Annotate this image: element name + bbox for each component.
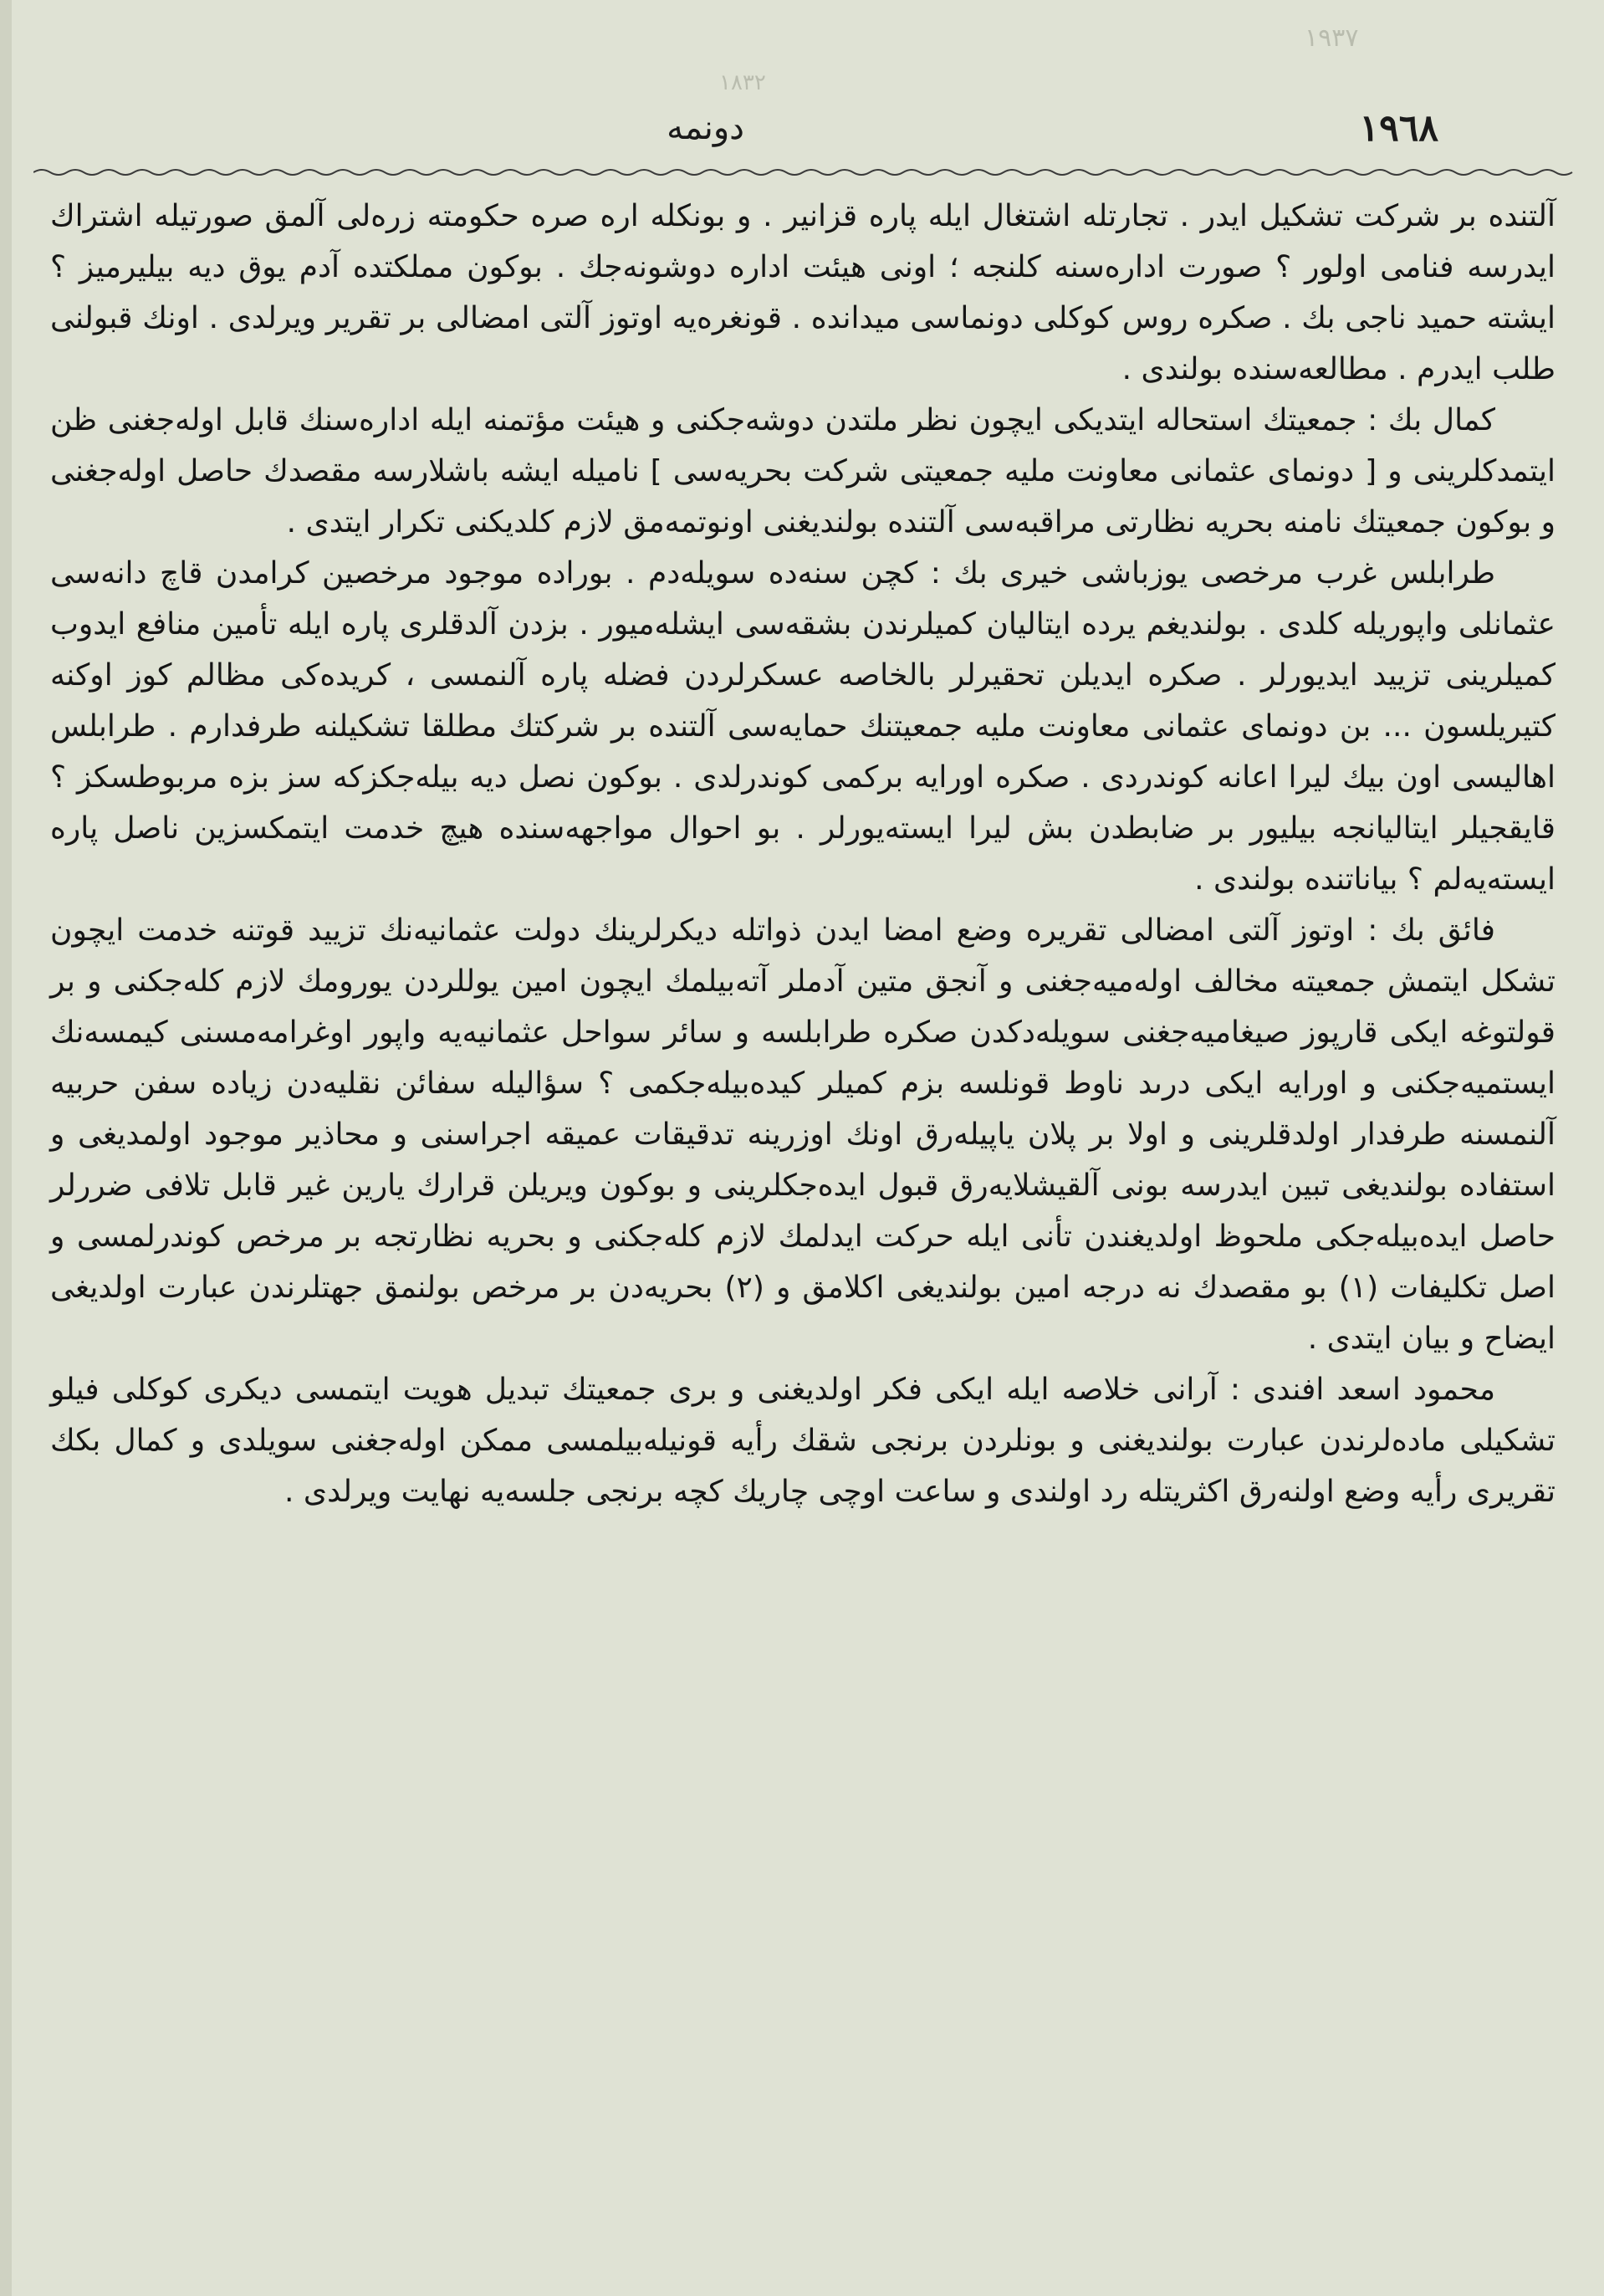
paragraph-4: فائق بك : اوتوز آلتى امضالى تقريره وضع امضا ايدن ذواتله ديكرلرينك دولت عثمانيه‌نك تزييد قوتنه خدمت ايچون تشكل ايتمش جمعيته مخالف اوله‌ميه‌جغنى و آنجق متين آدملر آته‌بيلمك ايچون امين يوللردن يورومك لازم كله‌جكنى و بر قولتوغه ايكى قارپوز صيغاميه‌جغنى سويله‌دكدن صكره طرابلسه و سائر سواحل عثمانيه‌يه واپور اوغرامه‌مسنى كيمسه‌نك ايستميه‌جكنى و اورايه ايكى درىد ناوط قونلسه بزم كميلر كيده‌بيله‌جكمى ؟ سؤاليله سفائن نقليه‌دن زياده سفن حربيه آلنمسنه طرفدار اولدقلرينى و اولا بر پلان ياپيله‌رق اونك اوزرينه تدقيقات عميقه اجراسنى و محاذير موجود اولمديغى و استفاده بولنديغى تبين ايدرسه بونى آلقيشلايه‌رق قبول ايده‌جكلرينى و بوكون ويريلن قرارك يارين غير قابل تلافى ضررلر حاصل ايده‌بيله‌جكى ملحوظ اولديغندن تأنى ايله حركت ايدلمك لازم كله‌جكنى و بحريه نظارتجه بر مرخص كوندرلمسى و اصل تكليفات (١) بو مقصدك نه درجه امين بولنديغى اكلامق و (٢) بحريه‌دن بر مرخص بولنمق جهتلرندن عبارت اولديغى ايضاح و بيان ايتدى .: [50, 913, 1555, 1356]
article-body: [50, 191, 1555, 1517]
running-title: دونمه: [667, 109, 744, 147]
pencil-mark-top-center: ١٨٣٢: [719, 70, 766, 95]
paragraph-2: كمال بك : جمعيتك استحاله‌ ايتديكى ايچون نظر ملتدن دوشه‌جكنى و هيئت مؤتمنه ايله اداره‌سنك قابل اوله‌جغنى ظن ايتمدكلرينى و [ دونماى عثمانى معاونت مليه جمعيتى شركت بحريه‌سى ] ناميله ايشه باشلارسه مقصدك حاصل اوله‌جغنى و بوكون جمعيتك نامنه بحريه نظارتى مراقبه‌سى آلتنده بولنديغنى اونوتمه‌مق لازم كلديكنى تكرار ايتدى .: [50, 403, 1555, 539]
paragraph-1: آلتنده‌ بر شركت تشكيل ايدر . تجارتله اشتغال ايله پاره قزانير . و بونكله اره صره حكومته زره‌لى آلمق صورتيله اشتراك ايدرسه فنامى اولور ؟ صورت اداره‌سنه كلنجه ؛ اونى هيئت اداره دوشونه‌جك . بوكون مملكتده آدم يوق ديه بيليرميز ؟ ايشته حميد ناجى بك . صكره روس كوكلى دونماسى ميدانده . قونغره‌يه اوتوز آلتى امضالى بر تقرير ويرلدى . اونك قبولنى طلب ايدرم . مطالعه‌سنده بولندى .: [50, 199, 1555, 386]
paragraph-5: محمود اسعد افندى : آرانى خلاصه ايله ايكى فكر اولديغنى و برى جمعيتك تبديل هويت ايتمسى ديكرى كوكلى فيلو تشكيلى ماده‌لرندن عبارت بولنديغنى و بونلردن برنجى شقك رأيه قونيله‌بيلمسى ممكن اوله‌جغنى سويلدى و كمال بكك تقريرى رأيه وضع اولنه‌رق اكثريتله رد اولندى و ساعت اوچى چاريك كچه برنجى جلسه‌يه نهايت ويرلدى .: [50, 1373, 1555, 1509]
pencil-mark-top-right: ١٩٣٧: [1305, 23, 1359, 53]
wavy-divider: [33, 166, 1581, 179]
page-number: ١٩٦٨: [1359, 107, 1438, 150]
page-header: [50, 100, 1555, 159]
paragraph-3: طرابلس غرب مرخصى يوزباشى خيرى بك : كچن سنه‌ده سويله‌دم . بوراده موجود مرخصين كرامدن قاچ دانه‌سى عثمانلى واپوريله كلدى . بولنديغم يرده ايتاليان كميلرندن بشقه‌سى ايشله‌ميور . بزدن آلدقلرى پاره ايله تأمين منافع ايدوب كميلرينى تزييد ايديورلر . صكره ايديلن تحقيرلر بالخاصه عسكرلردن فضله پاره آلنمسى ، كريده‌كى مظالم كوز اوكنه كتيريلسون ... بن دونماى عثمانى معاونت مليه جمعيتنك حمايه‌سى آلتنده بر شركتك مطلقا تشكيلنه طرفدارم . طرابلس اهاليسى اون بيك ليرا اعانه كوندردى . صكره اورايه بركمى كوندرلدى . بوكون نصل ديه بيله‌جكزكه سز بزه مربوطسكز ؟ قايقجيلر ايتاليانجه بيليور بر ضابطدن بش ليرا ايسته‌يورلر . بو احوال مواجهه‌سنده هيچ خدمت ايتمكسزين ناصل پاره ايسته‌يەلم ؟ بياناتنده بولندى .: [50, 556, 1555, 897]
scan-edge: [0, 0, 12, 2296]
